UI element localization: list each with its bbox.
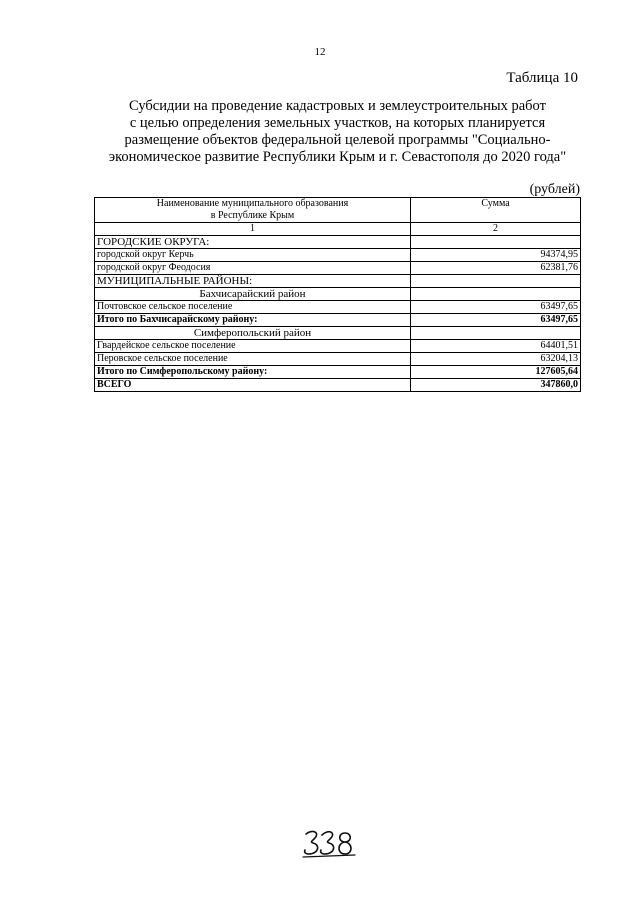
- row-value: 94374,95: [411, 249, 581, 262]
- table-row: [95, 249, 581, 262]
- row-value: 63497,65: [411, 314, 581, 327]
- table-header-row: [95, 198, 581, 223]
- row-label: Симферопольский район: [95, 327, 411, 340]
- column-number-row: [95, 223, 581, 236]
- row-value: [411, 236, 581, 249]
- title-line-3: размещение объектов федеральной целевой программы "Социально-: [124, 132, 551, 148]
- table-row: [95, 366, 581, 379]
- row-value: 127605,64: [411, 366, 581, 379]
- table-label: Таблица 10: [506, 70, 578, 86]
- title-line-2: с целью определения земельных участков, на которых планируется: [129, 115, 546, 131]
- table-row: [95, 314, 581, 327]
- row-label: городской округ Феодосия: [95, 262, 411, 275]
- row-value: 64401,51: [411, 340, 581, 353]
- row-label: Почтовское сельское поселение: [95, 301, 411, 314]
- table-row: [95, 262, 581, 275]
- header-sum-cell: Сумма: [411, 198, 581, 223]
- row-value: 63497,65: [411, 301, 581, 314]
- row-value: [411, 327, 581, 340]
- table-row: [95, 353, 581, 366]
- units-label: (рублей): [529, 182, 580, 197]
- table-row: [95, 327, 581, 340]
- table-row: [95, 301, 581, 314]
- row-value: 62381,76: [411, 262, 581, 275]
- table-row: [95, 340, 581, 353]
- row-label: ВСЕГО: [95, 379, 411, 392]
- handwritten-page-number: [300, 826, 360, 862]
- row-value: 347860,0: [411, 379, 581, 392]
- document-title: [95, 98, 580, 166]
- row-value: 63204,13: [411, 353, 581, 366]
- table-row: [95, 236, 581, 249]
- header-name-line-2: в Республике Крым: [210, 210, 295, 221]
- header-name-cell: [95, 198, 411, 223]
- table-row: [95, 288, 581, 301]
- subsidy-table: [94, 197, 581, 392]
- row-value: [411, 288, 581, 301]
- header-name-line-1: Наименование муниципального образования: [156, 198, 349, 209]
- table-row: [95, 379, 581, 392]
- row-label: Итого по Бахчисарайскому району:: [95, 314, 411, 327]
- row-label: Бахчисарайский район: [95, 288, 411, 301]
- row-label: Перовское сельское поселение: [95, 353, 411, 366]
- title-line-4: экономическое развитие Республики Крым и г. Севастополя до 2020 года": [108, 149, 567, 165]
- title-line-1: Субсидии на проведение кадастровых и землеустроительных работ: [129, 98, 546, 114]
- row-label: городской округ Керчь: [95, 249, 411, 262]
- row-value: [411, 275, 581, 288]
- row-label: МУНИЦИПАЛЬНЫЕ РАЙОНЫ:: [95, 275, 411, 288]
- column-number-2: 2: [411, 223, 581, 236]
- row-label: Гвардейское сельское поселение: [95, 340, 411, 353]
- column-number-1: 1: [95, 223, 411, 236]
- row-label: Итого по Симферопольскому району:: [95, 366, 411, 379]
- page-number: 12: [314, 46, 326, 58]
- table-row: [95, 275, 581, 288]
- row-label: ГОРОДСКИЕ ОКРУГА:: [95, 236, 411, 249]
